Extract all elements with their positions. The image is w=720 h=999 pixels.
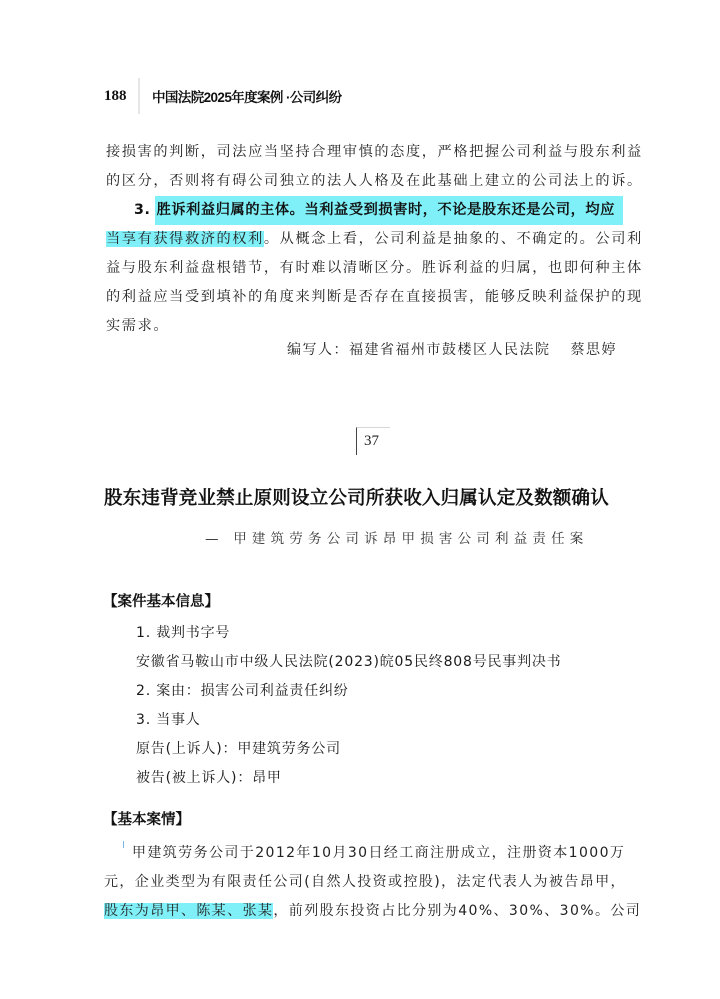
section-heading-facts: 【基本案情】 <box>103 812 190 828</box>
author-credit <box>287 339 617 359</box>
running-title: 中国法院2025年度案例 ·公司纠纷 <box>152 90 342 105</box>
paragraph-line: 益与股东利益盘根错节，有时难以清晰区分。胜诉利益的归属，也即何种主体 <box>106 260 643 276</box>
paragraph-text: 。从概念上看，公司利益是抽象的、不确定的。公司利 <box>263 231 643 247</box>
info-item: 1. 裁判书字号 <box>136 625 231 641</box>
paragraph-line: 的利益应当受到填补的角度来判断是否存在直接损害，能够反映利益保护的现 <box>106 289 643 305</box>
point-number: 3. <box>134 202 151 218</box>
paragraph-line: 的区分，否则将有碍公司独立的法人人格及在此基础上建立的公司法上的诉。 <box>106 173 643 189</box>
info-item: 2. 案由：损害公司利益责任纠纷 <box>136 683 349 699</box>
highlighted-text: 当享有获得救济的权利 <box>106 231 264 247</box>
facts-paragraph <box>104 839 656 926</box>
highlighted-text: 胜诉利益归属的主体。当利益受到损害时，不论是股东还是公司，均应 <box>155 196 623 225</box>
info-item: 被告(被上诉人)：昂甲 <box>136 770 282 786</box>
paragraph-line: 元，企业类型为有限责任公司(自然人投资或控股)，法定代表人为被告昂甲， <box>104 874 626 890</box>
paragraph-line: 甲建筑劳务公司于2012年10月30日经工商注册成立，注册资本1000万 <box>132 845 626 861</box>
case-title: 股东违背竞业禁止原则设立公司所获收入归属认定及数额确认 <box>104 488 609 509</box>
page-header <box>104 78 341 114</box>
header-divider <box>138 78 140 114</box>
info-item: 安徽省马鞍山市中级人民法院(2023)皖05民终808号民事判决书 <box>136 654 562 670</box>
highlighted-text: 股东为昂甲、陈某、张某 <box>104 903 274 919</box>
paragraph-text: ，前列股东投资占比分别为40%、30%、30%。公司 <box>273 903 642 919</box>
paragraph-line: 实需求。 <box>106 318 170 334</box>
paragraph-line: 接损害的判断，司法应当坚持合理审慎的态度，严格把握公司利益与股东利益 <box>106 144 643 160</box>
previous-case-conclusion <box>106 138 654 341</box>
point-3-heading-line <box>106 196 654 225</box>
info-item: 3. 当事人 <box>136 712 201 728</box>
author-name: 蔡思婷 <box>570 342 617 358</box>
author-affiliation: 编写人：福建省福州市鼓楼区人民法院 <box>287 342 551 358</box>
case-subtitle: — 甲建筑劳务公司诉昂甲损害公司利益责任案 <box>205 531 589 547</box>
paragraph-line <box>104 897 656 926</box>
info-item: 原告(上诉人)：甲建筑劳务公司 <box>136 741 341 757</box>
paragraph-line <box>106 225 654 254</box>
case-number: 37 <box>364 433 379 449</box>
page-number: 188 <box>104 87 127 104</box>
section-heading-basic-info: 【案件基本信息】 <box>103 594 219 610</box>
